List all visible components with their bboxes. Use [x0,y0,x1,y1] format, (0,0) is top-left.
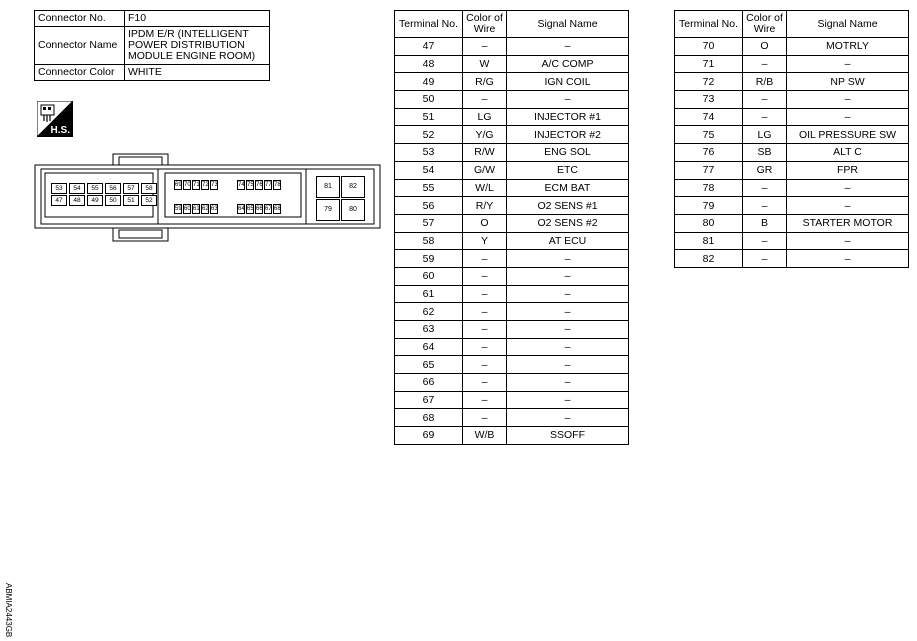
terminal-no-cell: 55 [395,179,463,197]
wire-color-cell: SB [743,144,787,162]
terminal-no-cell: 60 [395,267,463,285]
pin-61: 61 [193,206,200,212]
table-row [395,73,629,91]
table-row [395,38,629,56]
wire-color-cell: – [463,38,507,56]
connector-face [34,153,381,243]
connector-color-label: Connector Color [35,65,125,81]
pin-59: 59 [175,206,182,212]
pin-75: 75 [247,182,254,188]
terminal-no-cell: 70 [675,38,743,56]
pin-69: 69 [175,182,182,188]
header-signal-name: Signal Name [787,11,909,38]
wire-color-cell: – [463,391,507,409]
pin-64: 64 [238,206,245,212]
wire-color-cell: W/L [463,179,507,197]
pin-76: 76 [256,182,263,188]
terminal-no-cell: 65 [395,356,463,374]
pin-row [51,195,157,206]
signal-name-cell: – [507,303,629,321]
terminal-no-cell: 49 [395,73,463,91]
terminal-no-cell: 81 [675,232,743,250]
signal-name-cell: – [507,338,629,356]
terminal-no-cell: 57 [395,214,463,232]
pin-60: 60 [184,206,191,212]
signal-name-cell: SSOFF [507,427,629,445]
terminal-no-cell: 66 [395,374,463,392]
pin-78: 78 [274,182,281,188]
wire-color-cell: W/B [463,427,507,445]
signal-name-cell: – [507,250,629,268]
connector-name-label: Connector Name [35,27,125,65]
table-row [395,55,629,73]
pin-73: 73 [211,182,218,188]
pin-group-d [316,176,365,221]
pin-row [51,183,157,194]
wire-color-cell: – [463,285,507,303]
signal-name-cell: – [507,391,629,409]
table-row [675,38,909,56]
connector-no-value: F10 [125,11,270,27]
signal-name-cell: MOTRLY [787,38,909,56]
wire-color-cell: – [743,197,787,215]
terminal-no-cell: 61 [395,285,463,303]
pin-49: 49 [87,195,103,206]
table-row [395,214,629,232]
table-row [675,126,909,144]
terminal-no-cell: 63 [395,321,463,339]
signal-name-cell: – [787,55,909,73]
wire-color-cell: – [743,232,787,250]
table-header-row [395,11,629,38]
pin-81: 81 [316,176,340,198]
pin-70: 70 [184,182,191,188]
terminal-no-cell: 74 [675,108,743,126]
table-row [395,250,629,268]
table-row [675,197,909,215]
terminal-no-cell: 71 [675,55,743,73]
table-row [395,161,629,179]
wire-color-cell: O [463,214,507,232]
signal-name-cell: STARTER MOTOR [787,214,909,232]
terminal-no-cell: 68 [395,409,463,427]
wire-color-cell: R/G [463,73,507,91]
signal-name-cell: – [507,38,629,56]
wire-color-cell: – [743,179,787,197]
wire-color-cell: – [463,91,507,109]
signal-name-cell: O2 SENS #1 [507,197,629,215]
signal-name-cell: INJECTOR #2 [507,126,629,144]
pin-66: 66 [256,206,263,212]
terminal-no-cell: 53 [395,144,463,162]
table-row [675,73,909,91]
wire-color-cell: – [463,321,507,339]
table-row [395,108,629,126]
pin-67: 67 [265,206,272,212]
signal-name-cell: – [507,356,629,374]
signal-name-cell: ALT C [787,144,909,162]
signal-name-cell: – [787,197,909,215]
signal-name-cell: A/C COMP [507,55,629,73]
terminal-no-cell: 52 [395,126,463,144]
table-row [395,267,629,285]
pin-row [237,204,281,214]
terminal-no-cell: 80 [675,214,743,232]
wire-color-cell: – [463,303,507,321]
terminal-no-cell: 54 [395,161,463,179]
signal-name-cell: NP SW [787,73,909,91]
signal-name-cell: – [507,374,629,392]
wire-color-cell: – [463,267,507,285]
signal-name-cell: – [507,321,629,339]
signal-name-cell: OIL PRESSURE SW [787,126,909,144]
pin-group-c [237,180,281,214]
pin-77: 77 [265,182,272,188]
header-terminal-no: Terminal No. [395,11,463,38]
terminal-no-cell: 72 [675,73,743,91]
wire-color-cell: Y/G [463,126,507,144]
pin-82: 82 [341,176,365,198]
table-row [395,197,629,215]
pin-row [316,199,365,221]
pin-57: 57 [123,183,139,194]
table-row [675,250,909,268]
terminal-no-cell: 67 [395,391,463,409]
table-row [395,356,629,374]
terminal-no-cell: 47 [395,38,463,56]
terminal-no-cell: 82 [675,250,743,268]
table-row [395,91,629,109]
wire-color-cell: – [743,55,787,73]
wire-color-cell: G/W [463,161,507,179]
pin-71: 71 [193,182,200,188]
wire-color-cell: B [743,214,787,232]
terminal-no-cell: 64 [395,338,463,356]
pin-58: 58 [141,183,157,194]
header-terminal-no: Terminal No. [675,11,743,38]
table-row [675,179,909,197]
terminal-no-cell: 69 [395,427,463,445]
pin-63: 63 [211,206,218,212]
wire-color-cell: R/Y [463,197,507,215]
signal-name-cell: ENG SOL [507,144,629,162]
pin-62: 62 [202,206,209,212]
terminal-no-cell: 50 [395,91,463,109]
pin-54: 54 [69,183,85,194]
signal-name-cell: – [787,232,909,250]
wire-color-cell: – [463,250,507,268]
table-row [675,144,909,162]
table-row [675,161,909,179]
wire-color-cell: W [463,55,507,73]
wire-color-cell: R/B [743,73,787,91]
pin-65: 65 [247,206,254,212]
signal-name-cell: ETC [507,161,629,179]
terminal-no-cell: 76 [675,144,743,162]
pin-row [237,180,281,190]
pin-48: 48 [69,195,85,206]
header-color-of-wire: Color of Wire [463,11,507,38]
signal-name-cell: – [507,409,629,427]
terminal-no-cell: 48 [395,55,463,73]
terminal-no-cell: 73 [675,91,743,109]
harness-connector-icon [37,101,73,137]
signal-name-cell: INJECTOR #1 [507,108,629,126]
connector-color-value: WHITE [125,65,270,81]
terminal-no-cell: 77 [675,161,743,179]
header-signal-name: Signal Name [507,11,629,38]
pin-52: 52 [141,195,157,206]
table-row [395,285,629,303]
pin-53: 53 [51,183,67,194]
table-row [675,214,909,232]
table-header-row [675,11,909,38]
wire-color-cell: LG [463,108,507,126]
wire-color-cell: Y [463,232,507,250]
pin-56: 56 [105,183,121,194]
pin-group-b [174,180,218,214]
pin-row [316,176,365,198]
wire-color-cell: – [463,409,507,427]
pin-79: 79 [316,199,340,221]
harness-symbol-label: H.S. [50,125,70,136]
terminal-no-cell: 56 [395,197,463,215]
terminal-table-1 [394,10,629,445]
connector-no-label: Connector No. [35,11,125,27]
signal-name-cell: AT ECU [507,232,629,250]
table-row [395,321,629,339]
wire-color-cell: LG [743,126,787,144]
pin-group-a [51,183,157,206]
signal-name-cell: FPR [787,161,909,179]
connector-name-value: IPDM E/R (INTELLIGENT POWER DISTRIBUTION MODULE ENGINE ROOM) [125,27,270,65]
table-row [395,303,629,321]
table-row [395,232,629,250]
table-row [675,232,909,250]
wire-color-cell: R/W [463,144,507,162]
table-row [675,108,909,126]
table-row [395,409,629,427]
signal-name-cell: – [787,91,909,109]
table-row [395,338,629,356]
wire-color-cell: – [463,338,507,356]
terminal-no-cell: 62 [395,303,463,321]
signal-name-cell: – [507,91,629,109]
header-color-of-wire: Color of Wire [743,11,787,38]
table-row [675,91,909,109]
wire-color-cell: GR [743,161,787,179]
signal-name-cell: – [787,250,909,268]
terminal-no-cell: 79 [675,197,743,215]
terminal-no-cell: 51 [395,108,463,126]
table-row [395,427,629,445]
wire-color-cell: – [463,374,507,392]
terminal-no-cell: 58 [395,232,463,250]
table-row [395,391,629,409]
wire-color-cell: – [463,356,507,374]
table-row [395,374,629,392]
signal-name-cell: ECM BAT [507,179,629,197]
pin-74: 74 [238,182,245,188]
wire-color-cell: – [743,108,787,126]
pin-row [174,180,218,190]
wire-color-cell: – [743,250,787,268]
signal-name-cell: O2 SENS #2 [507,214,629,232]
signal-name-cell: – [507,285,629,303]
terminal-no-cell: 75 [675,126,743,144]
pin-55: 55 [87,183,103,194]
pin-50: 50 [105,195,121,206]
pin-80: 80 [341,199,365,221]
table-row [395,126,629,144]
wire-color-cell: – [743,91,787,109]
table-row [395,144,629,162]
figure-code: ABMIA2443GB [4,583,13,638]
pin-68: 68 [274,206,281,212]
pin-51: 51 [123,195,139,206]
signal-name-cell: – [787,179,909,197]
wire-color-cell: O [743,38,787,56]
connector-info-table [34,10,270,81]
terminal-no-cell: 59 [395,250,463,268]
pin-72: 72 [202,182,209,188]
pin-47: 47 [51,195,67,206]
signal-name-cell: IGN COIL [507,73,629,91]
terminal-table-2 [674,10,909,268]
pin-row [174,204,218,214]
table-row [675,55,909,73]
signal-name-cell: – [507,267,629,285]
terminal-no-cell: 78 [675,179,743,197]
signal-name-cell: – [787,108,909,126]
table-row [395,179,629,197]
